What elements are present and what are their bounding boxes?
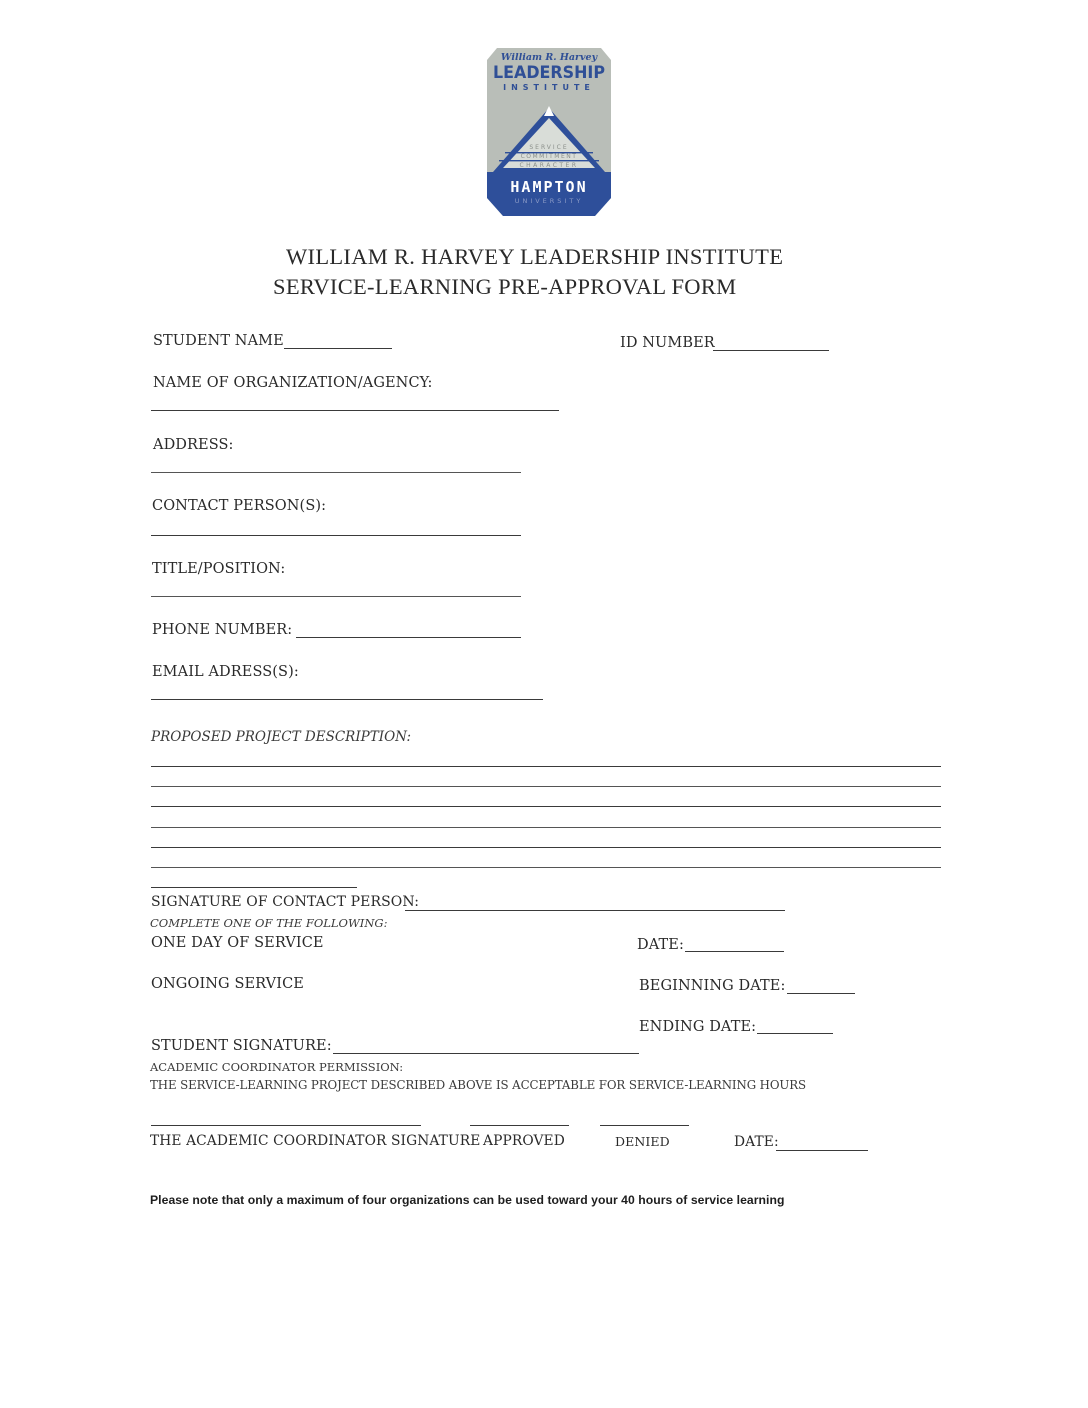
description-line [151,806,941,807]
footer-note: Please note that only a maximum of four organizations can be used toward your 40 hours of service learning [150,1193,785,1207]
beginning-date-label: BEGINNING DATE: [639,978,786,994]
logo-main-text: LEADERSHIP [493,63,605,83]
one-day-service-label: ONE DAY OF SERVICE [151,935,324,951]
coordinator-date-label: DATE: [734,1134,779,1150]
ending-date-field[interactable] [757,1033,833,1034]
contact-person-label: CONTACT PERSON(S): [152,498,327,514]
address-field[interactable] [151,472,521,473]
complete-one-instruction: COMPLETE ONE OF THE FOLLOWING: [150,916,388,930]
student-name-label: STUDENT NAME [153,333,284,349]
email-field[interactable] [151,699,543,700]
id-number-field[interactable] [713,350,829,351]
denied-field[interactable] [600,1125,689,1126]
contact-signature-field[interactable] [405,910,785,911]
coordinator-signature-label: THE ACADEMIC COORDINATOR SIGNATURE [150,1133,481,1149]
description-line [151,847,941,848]
contact-person-field[interactable] [151,535,521,536]
logo-sub-text: INSTITUTE [503,83,595,92]
id-number-label: ID NUMBER [620,335,715,351]
logo-band-title: HAMPTON [510,178,588,196]
one-day-date-field[interactable] [685,951,784,952]
phone-number-field[interactable] [296,637,521,638]
address-label: ADDRESS: [153,437,234,453]
one-day-date-label: DATE: [637,937,684,953]
phone-number-label: PHONE NUMBER: [152,622,293,638]
organization-label: NAME OF ORGANIZATION/AGENCY: [153,375,433,391]
approved-field[interactable] [470,1125,569,1126]
logo-script-text: William R. Harvey [500,52,598,63]
description-line [151,867,941,868]
beginning-date-field[interactable] [787,993,855,994]
logo-tier-2: COMMITMENT [520,153,578,160]
ongoing-service-label: ONGOING SERVICE [151,976,304,992]
logo-tier-3: CHARACTER [519,162,579,169]
leadership-institute-logo [487,48,611,216]
description-line [151,827,941,828]
description-line [151,786,941,787]
logo-tier-1: SERVICE [529,144,569,151]
form-title-line-2: SERVICE-LEARNING PRE-APPROVAL FORM [273,274,737,299]
coordinator-statement: THE SERVICE-LEARNING PROJECT DESCRIBED ABOVE IS ACCEPTABLE FOR SERVICE-LEARNING HOURS [150,1078,807,1092]
title-position-field[interactable] [151,596,521,597]
coordinator-permission-heading: ACADEMIC COORDINATOR PERMISSION: [150,1060,404,1074]
title-position-label: TITLE/POSITION: [152,561,286,577]
student-signature-label: STUDENT SIGNATURE: [151,1038,332,1054]
organization-field[interactable] [151,410,559,411]
email-label: EMAIL ADRESS(S): [152,664,299,680]
divider-line [151,887,357,888]
ending-date-label: ENDING DATE: [639,1019,757,1035]
approved-label: APPROVED [483,1133,565,1149]
denied-label: DENIED [615,1134,670,1149]
description-line [151,766,941,767]
project-description-label: PROPOSED PROJECT DESCRIPTION: [151,729,412,745]
student-signature-field[interactable] [333,1053,639,1054]
coordinator-date-field[interactable] [776,1150,868,1151]
student-name-field[interactable] [284,348,392,349]
coordinator-signature-field[interactable] [151,1125,421,1126]
form-title-line-1: WILLIAM R. HARVEY LEADERSHIP INSTITUTE [286,244,784,269]
contact-signature-label: SIGNATURE OF CONTACT PERSON: [151,894,420,910]
logo-band-sub: UNIVERSITY [514,197,584,205]
